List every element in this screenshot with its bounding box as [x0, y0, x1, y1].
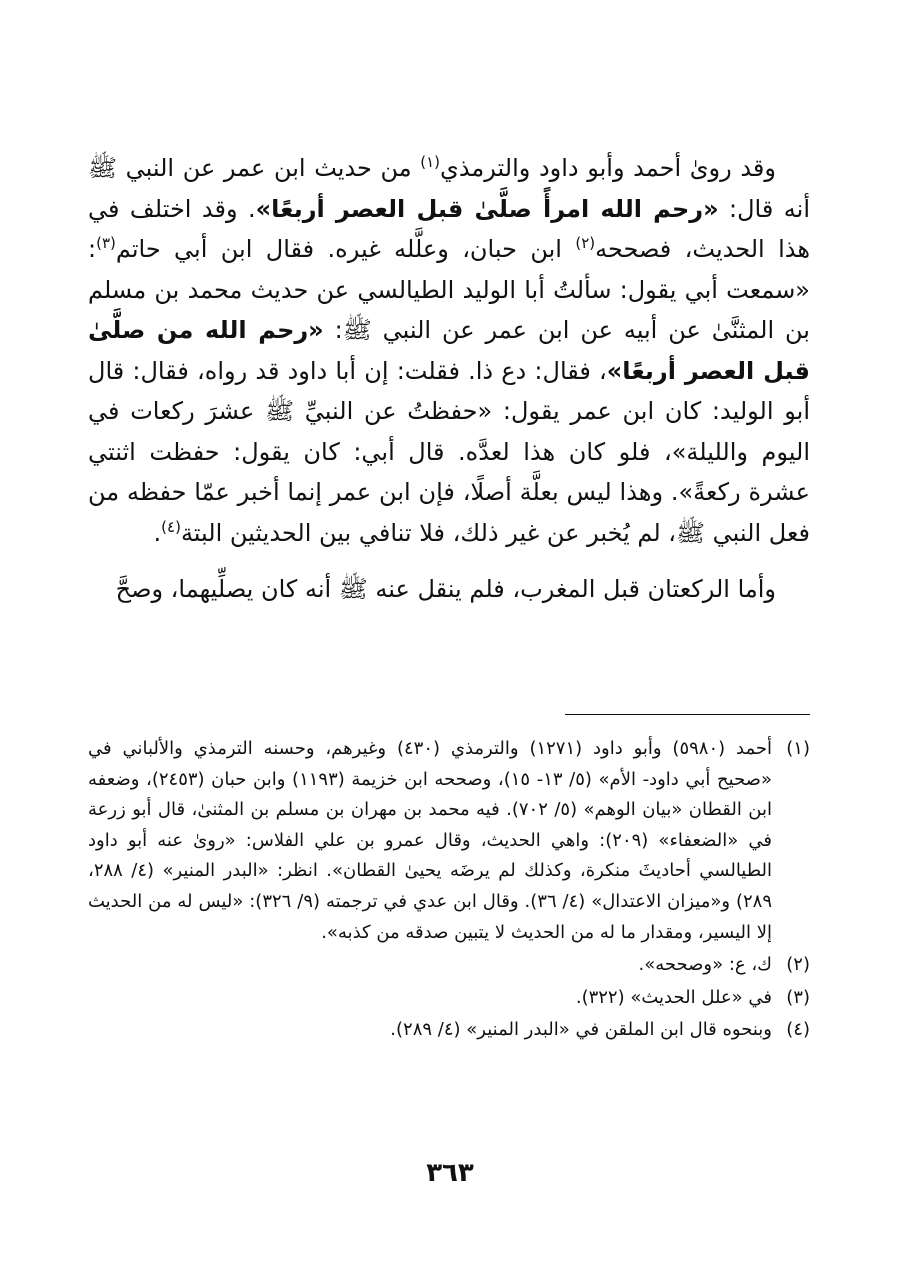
footnote-ref-3: (٣) — [96, 234, 116, 252]
footnote-ref-2: (٢) — [575, 234, 596, 252]
footnote-ref-1: (١) — [420, 153, 441, 171]
text-run: وقد روىٰ أحمد وأبو داود والترمذي — [440, 154, 776, 182]
footnote-ref-4: (٤) — [161, 517, 181, 536]
text-run: ، فقال: دع ذا. فقلت: إن أبا داود قد رواه، فقال: قال أبو الوليد: كان ابن عمر يقول: «حفظتُ عن النبيِّ ﷺ عشرَ ركعات في اليوم والليلة»، فلو كان هذا لعدَّه. قال أبي: كان يقول: حفظت اثنتي عشرة ركعةً». وهذا ليس بعلَّة أصلًا، فإن ابن عمر إنما أخبر عمّا حفظه من فعل النبي ﷺ، لم يُخبر عن غير ذلك، فلا تنافي بين الحديثين البتة — [88, 356, 810, 547]
footnotes — [88, 734, 810, 1046]
text-run: من حديث ابن عمر عن النبي ﷺ أنه قال: — [88, 154, 810, 223]
footnote-number: (٢) — [786, 954, 810, 976]
hadith-quote-1: «رحم الله امرأً صلَّىٰ قبل العصر أربعًا» — [255, 194, 719, 223]
paragraph-1 — [88, 148, 810, 553]
footnote-4 — [88, 1015, 810, 1046]
footnote-text: وبنحوه قال ابن الملقن في «البدر المنير» (٤/ ٢٨٩). — [390, 1019, 772, 1041]
footnote-number: (٣) — [786, 986, 810, 1008]
text-run: ابن حبان، وعلَّله غيره. فقال ابن أبي حاتم — [115, 235, 576, 263]
text-run: . — [153, 518, 162, 547]
footnote-separator — [565, 714, 810, 715]
footnote-text: في «علل الحديث» (٣٢٢). — [575, 986, 772, 1008]
footnote-text: ك، ع: «وصححه». — [638, 954, 772, 976]
hadith-quote-2: «رحم الله من صلَّىٰ قبل العصر أربعًا» — [88, 316, 811, 385]
page-number: ٣٦٣ — [426, 1158, 474, 1188]
footnote-number: (١) — [786, 738, 810, 759]
paragraph-2: وأما الركعتان قبل المغرب، فلم ينقل عنه ﷺ أنه كان يصلِّيهما، وصحَّ — [115, 575, 776, 603]
footnote-number: (٤) — [786, 1019, 810, 1041]
footnote-1 — [88, 734, 810, 948]
footnote-3 — [88, 983, 810, 1014]
text-run: . وقد اختلف في هذا الحديث، فصححه — [88, 194, 810, 263]
footnote-text: أحمد (٥٩٨٠) وأبو داود (١٢٧١) والترمذي (٤٣٠) وغيرهم، وحسنه الترمذي والألباني في «صحيح أبي داود- الأم» (٥/ ١٣- ١٥)، وصححه ابن خزيمة (١١٩٣) وابن حبان (٢٤٥٣)، وضعفه ابن القطان «بيان الوهم» (٥/ ٧٠٢). فيه محمد بن مهران بن مسلم بن المثنىٰ، قال أبو زرعة في «الضعفاء» (٢٠٩): واهي الحديث، وقال عمرو بن علي الفلاس: «روىٰ عنه أبو داود الطيالسي أحاديثَ منكرة، وكذلك لم يرضَه يحيىٰ القطان». انظر: «البدر المنير» (٤/ ٢٨٨، ٢٨٩) و«ميزان الاعتدال» (٤/ ٣٦). وقال ابن عدي في ترجمته (٩/ ٣٢٦): «ليس له من الحديث إلا اليسير، ومقدار ما له من الحديث لا يتبين صدقه من كذبه». — [88, 738, 773, 943]
footnote-2 — [88, 950, 810, 981]
main-text — [88, 148, 810, 610]
text-run: : «سمعت أبي يقول: سألتُ أبا الوليد الطيالسي عن حديث محمد بن مسلم بن المثنَّىٰ عن أبيه عن ابن عمر عن النبي ﷺ: — [88, 235, 810, 344]
